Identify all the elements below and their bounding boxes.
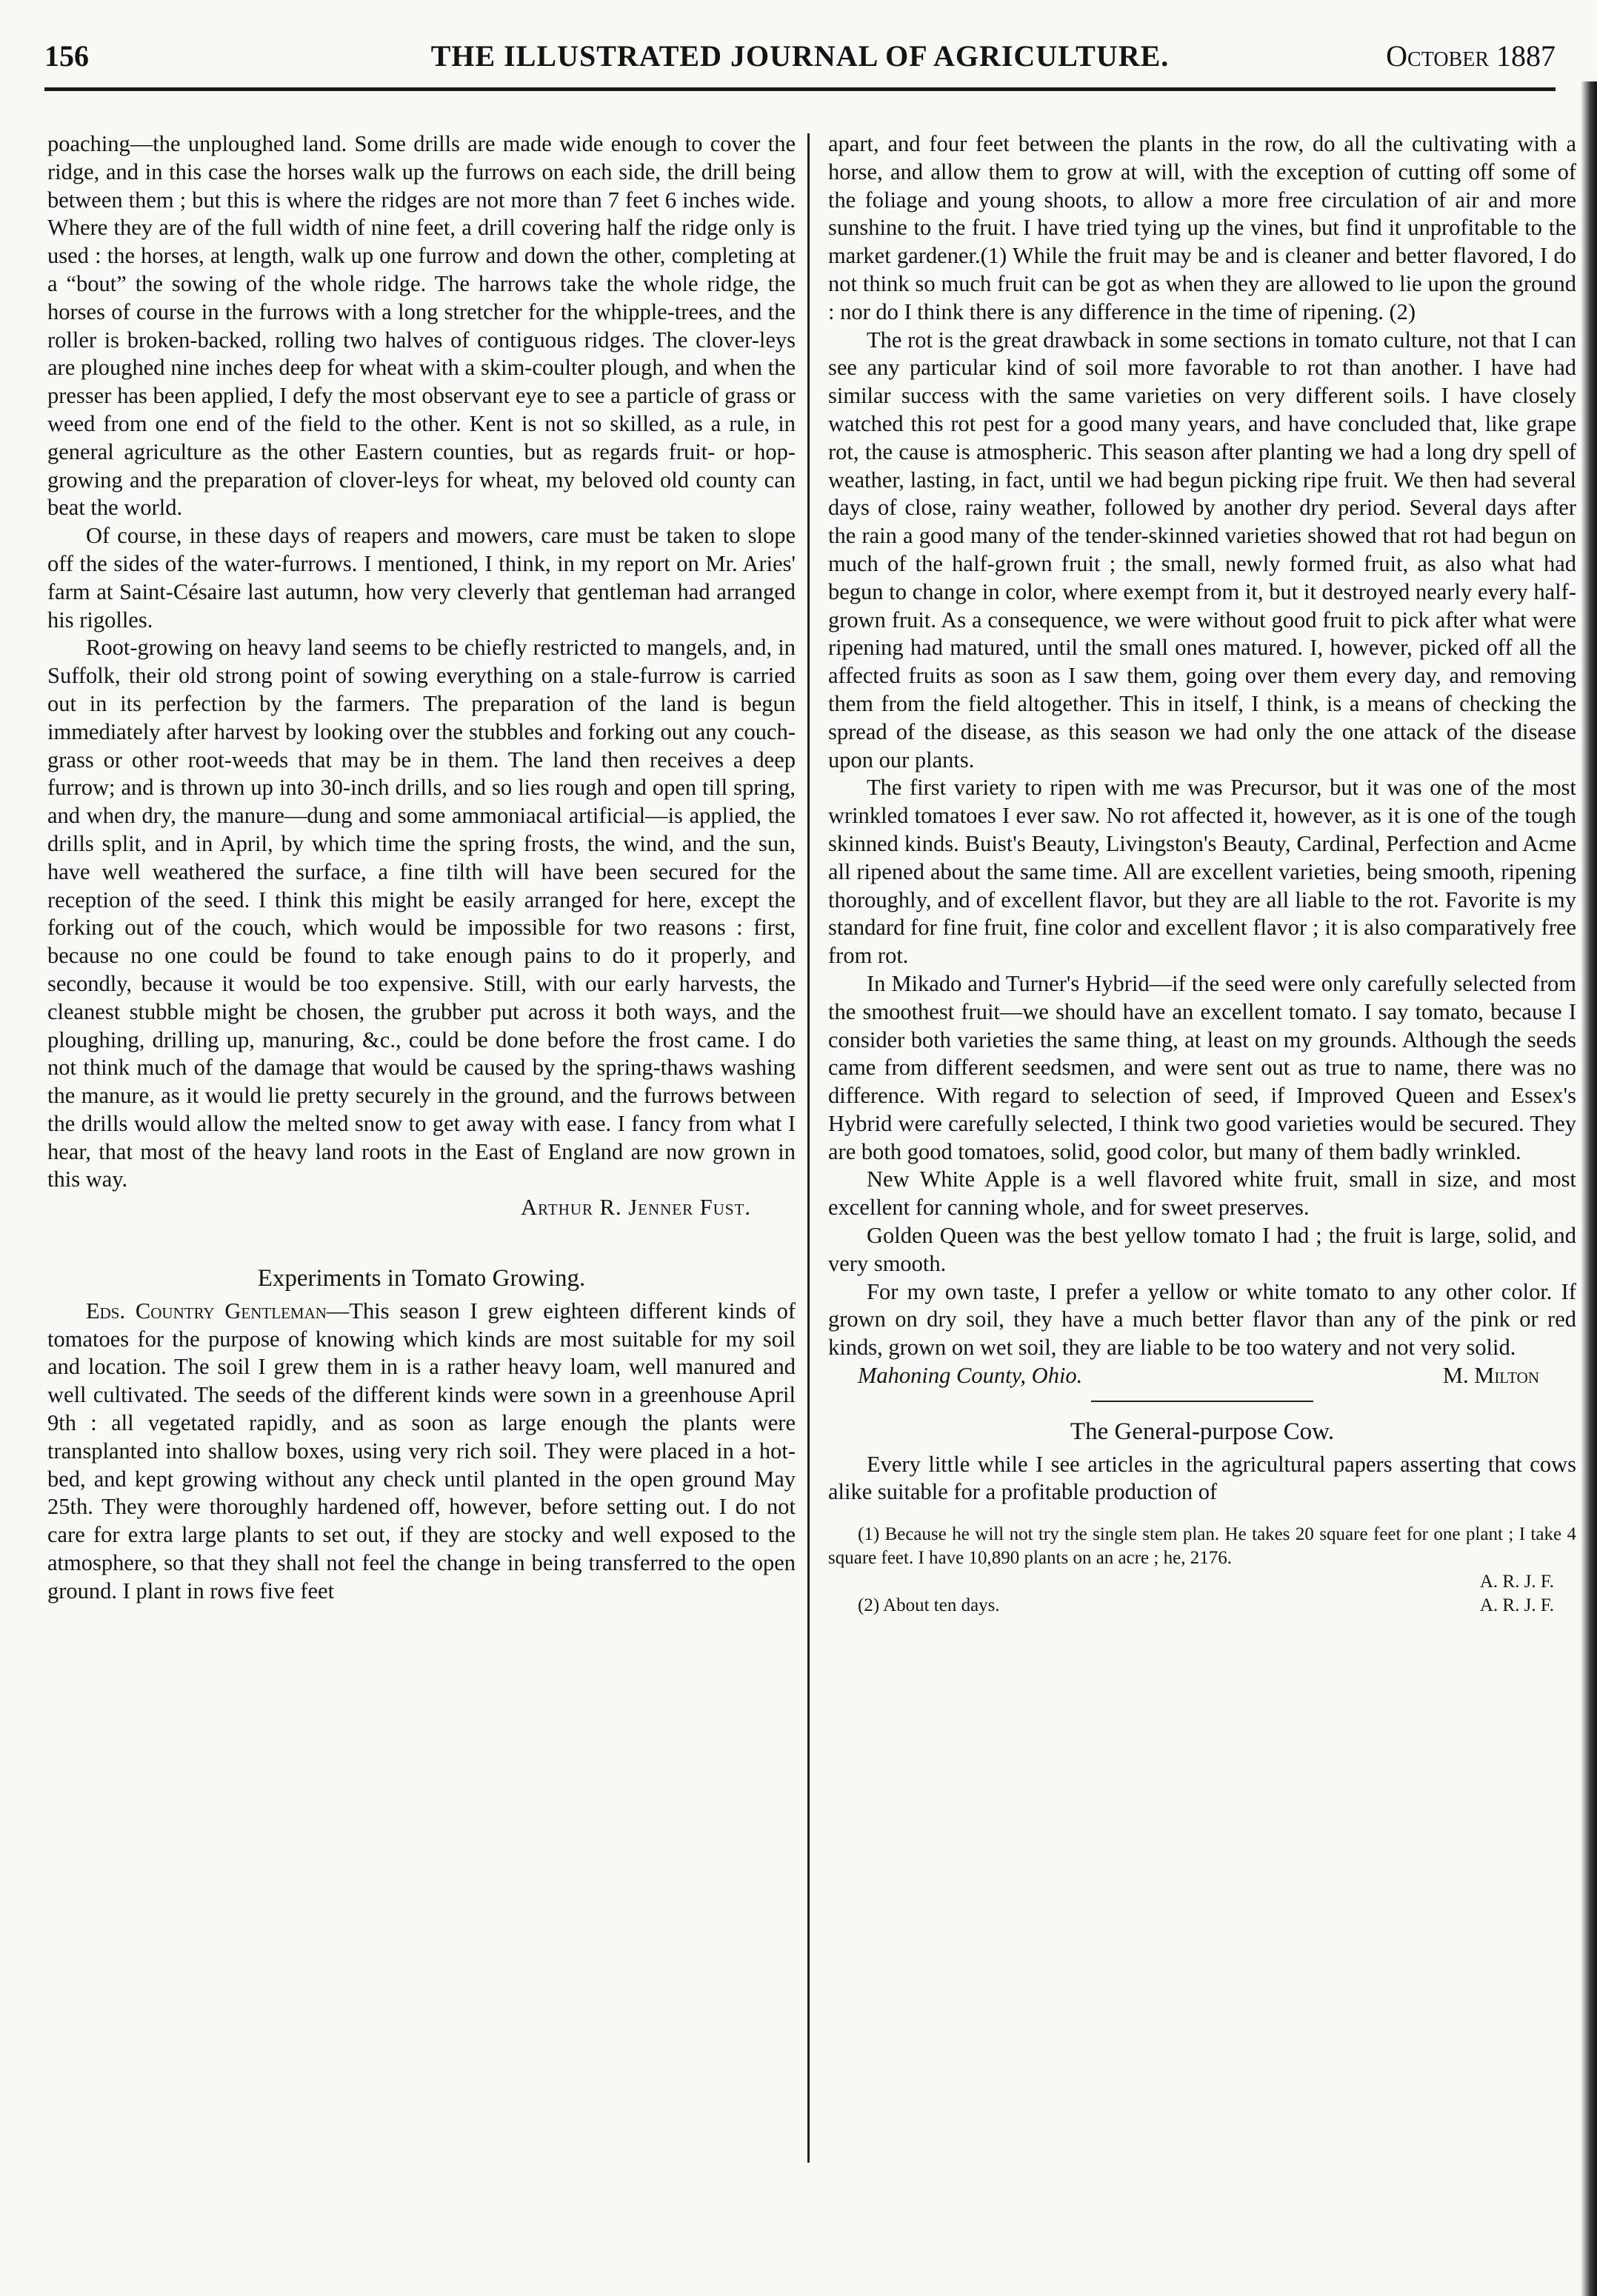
page-header	[44, 39, 1556, 83]
paragraph: The rot is the great drawback in some sections in tomato culture, not that I can see any particular kind of soil more favorable to rot than another. I have had similar success with the same varieties on very different soils. I have closely watched this rot pest for a good many years, and have concluded that, like grape rot, the cause is atmospheric. This season after planting we had a long dry spell of weather, lasting, in fact, until we had begun picking ripe fruit. We then had several days of close, rainy weather, followed by another dry period. Several days after the rain a good many of the tender-skinned varieties showed that rot had begun on much of the half-grown fruit ; the small, newly formed fruit, as also what had begun to change in color, where exempt from it, but it destroyed nearly every half-grown fruit. As a consequence, we were without good fruit to pick after what were ripening had matured, until the small ones matured. I, however, picked off all the affected fruits as soon as I saw them, going over them every day, and removing them from the field altogether. This in itself, I think, is a means of checking the spread of the disease, as this season we had only the one attack of the disease upon our plants.	[828, 327, 1576, 772]
journal-title: THE ILLUSTRATED JOURNAL OF AGRICULTURE.	[430, 39, 1170, 73]
section-rule	[1091, 1401, 1313, 1402]
paragraph: Every little while I see articles in the agricultural papers asserting that cows alike suitable for a profitable production of	[828, 1451, 1576, 1505]
paragraph-text: —This season I grew eighteen different kinds of tomatoes for the purpose of knowing which kinds are most suitable for my soil and location. The soil I grew them in is a rather heavy loam, well manured and well cultivated. The seeds of the different kinds were sown in a greenhouse April 9th : all vegetated rapidly, and as soon as large enough the plants were transplanted into shallow boxes, using very rich soil. They were placed in a hot-bed, and kept growing without any check until planted in the open ground May 25th. They were thoroughly hardened off, however, before setting out. I do not care for extra large plants to set out, if they are stocky and well exposed to the atmosphere, so that they shall not feel the change in being transferred to the open ground. I plant in rows five feet	[47, 1298, 796, 1603]
footnotes	[828, 1523, 1576, 1618]
footnote: (2) About ten days.	[858, 1595, 1000, 1616]
column-divider	[807, 133, 810, 2163]
paragraph: apart, and four feet between the plants in the row, do all the cultivating with a horse, and allow them to grow at will, with the exception of cutting off some of the foliage and young shoots, to allow a more free circulation of air and more sunshine to the fruit. I have tried tying up the vines, but find it unprofitable to the market gardener.(1) While the fruit may be and is cleaner and better flavored, I do not think so much fruit can be got as when they are allowed to lie upon the ground : nor do I think there is any difference in the time of ripening. (2)	[828, 131, 1576, 324]
signature-place: Mahoning County, Ohio.	[858, 1363, 1083, 1389]
paragraph: Of course, in these days of reapers and mowers, care must be taken to slope off the sides of the water-furrows. I mentioned, I think, in my report on Mr. Aries' farm at Saint-Césaire last autumn, how very cleverly that gentleman had arranged his rigolles.	[47, 523, 796, 633]
footnote-row	[828, 1594, 1576, 1618]
footnote-initials: A. R. J. F.	[1479, 1595, 1554, 1616]
article-title: The General-purpose Cow.	[1070, 1418, 1335, 1445]
left-column	[47, 130, 796, 1606]
paragraph: The first variety to ripen with me was Precursor, but it was one of the most wrinkled tomatoes I ever saw. No rot affected it, however, as it is one of the tough skinned kinds. Buist's Beauty, Livingston's Beauty, Cardinal, Perfection and Acme all ripened about the same time. All are excellent varieties, being smooth, ripening thoroughly, and of excellent flavor, but they are all liable to the rot. Favorite is my standard for fine fruit, fine color and excellent flavor ; it is also comparatively free from rot.	[828, 775, 1576, 969]
footnote-initials: A. R. J. F.	[1479, 1572, 1554, 1592]
page-binding-edge	[1581, 81, 1597, 2296]
article-title: Experiments in Tomato Growing.	[257, 1265, 586, 1292]
paragraph: New White Apple is a well flavored white fruit, small in size, and most excellent for canning whole, and for sweet preserves.	[828, 1167, 1576, 1221]
salutation: Eds. Country Gentleman	[86, 1298, 327, 1324]
footnote: (1) Because he will not try the single stem plan. He takes 20 square feet for one plant ; I take 4 square feet. I have 10,890 plants on an acre ; he, 2176.	[828, 1524, 1576, 1569]
right-column	[828, 130, 1576, 1618]
paragraph: poaching—the unploughed land. Some drills are made wide enough to cover the ridge, and in this case the horses walk up the furrows on each side, the drill being between them ; but this is where the ridges are not more than 7 feet 6 inches wide. Where they are of the full width of nine feet, a drill covering half the ridge only is used : the horses, at length, walk up one furrow and down the other, completing at a “bout” the sowing of the whole ridge. The harrows take the whole ridge, the horses of course in the furrows with a long stretcher for the whipple-trees, and the roller is broken-backed, rolling two halves of contiguous ridges. The clover-leys are ploughed nine inches deep for wheat with a skim-coulter plough, and when the presser has been applied, I defy the most observant eye to see a particle of grass or weed from one end of the field to the other. Kent is not so skilled, as a rule, in general agriculture as the other Eastern counties, but as regards fruit- or hop-growing and the preparation of clover-leys for wheat, my beloved old county can beat the world.	[47, 131, 796, 521]
page-number: 156	[44, 39, 89, 73]
issue-date: October 1887	[1386, 39, 1556, 73]
paragraph	[47, 1298, 796, 1606]
signature-name: M. Milton	[1442, 1363, 1539, 1389]
author-signature: Arthur R. Jenner Fust.	[521, 1195, 751, 1221]
letter-signature	[828, 1362, 1576, 1390]
paragraph: Root-growing on heavy land seems to be chiefly restricted to mangels, and, in Suffolk, their old strong point of sowing everything on a stale-furrow is carried out in its perfection by the farmers. The preparation of the land is begun immediately after harvest by looking over the stubbles and forking out any couch-grass or other root-weeds that may be in them. The land then receives a deep furrow; and is thrown up into 30-inch drills, and so lies rough and open till spring, and when dry, the manure—dung and some ammoniacal artificial—is applied, the drills split, and in April, by which time the spring frosts, the wind, and the sun, have well weathered the surface, a fine tilth will have been secured for the reception of the seed. I think this might be easily arranged for here, except the forking out of the couch, which would be impossible for two reasons : first, because no one could be found to take enough pains to do it properly, and secondly, because it would be too expensive. Still, with our early harvests, the cleanest stubble might be chosen, the grubber put across it both ways, and the ploughing, drilling up, manuring, &c., could be done before the frost came. I do not think much of the damage that would be caused by the spring-thaws washing the manure, as it would lie pretty securely in the ground, and the furrows between the drills would allow the melted snow to get away with ease. I fancy from what I hear, that most of the heavy land roots in the East of England are now grown in this way.	[47, 635, 796, 1192]
header-rule	[44, 87, 1556, 91]
paragraph: In Mikado and Turner's Hybrid—if the seed were only carefully selected from the smoothest fruit—we should have an excellent tomato. I say tomato, because I consider both varieties the same thing, at least on my grounds. Although the seeds came from different seedsmen, and were sent out as true to name, there was no difference. With regard to selection of seed, if Improved Queen and Essex's Hybrid were carefully selected, I think two good varieties would be secured. They are both good tomatoes, solid, good color, but many of them badly wrinkled.	[828, 970, 1576, 1164]
paragraph: For my own taste, I prefer a yellow or white tomato to any other color. If grown on dry soil, they have a much better flavor than any of the pink or red kinds, grown on wet soil, they are liable to be too watery and not very solid.	[828, 1278, 1576, 1361]
paragraph: Golden Queen was the best yellow tomato I had ; the fruit is large, solid, and very smooth.	[828, 1223, 1576, 1276]
